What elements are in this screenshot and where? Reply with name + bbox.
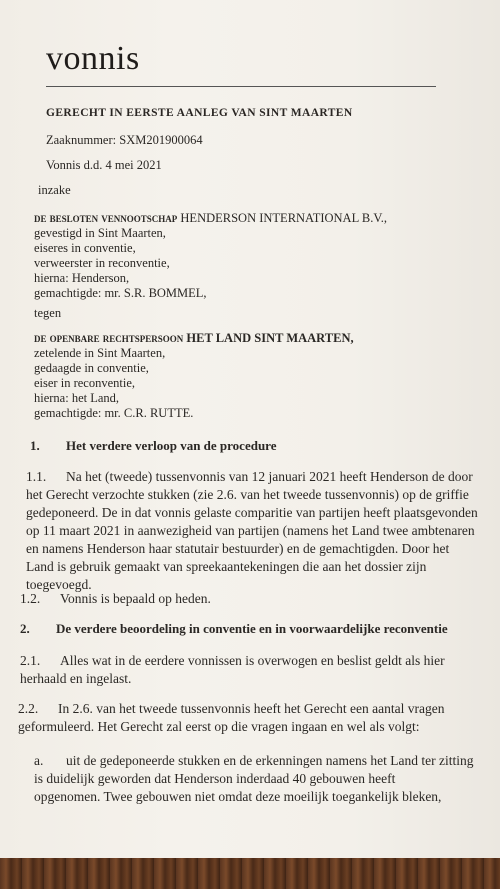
plaintiff-line: hierna: Henderson, [34, 271, 130, 285]
paragraph-text: In 2.6. van het tweede tussenvonnis heeft het Gerecht een aantal vragen geformuleerd. Het Gerecht zal eerst op die vragen ingaan en wel als volgt: [18, 701, 445, 734]
defendant-name: HET LAND SINT MAARTEN, [186, 331, 354, 345]
plaintiff-line: gevestigd in Sint Maarten, [34, 226, 166, 240]
section-title: De verdere beoordeling in conventie en in voorwaardelijke reconventie [56, 621, 448, 636]
list-item-a [34, 752, 496, 806]
section-number: 2. [20, 621, 30, 636]
paragraph-text: Alles wat in de eerdere vonnissen is overwogen en beslist geldt als hier herhaald en ingelast. [20, 653, 445, 686]
paragraph-number: 2.2. [18, 701, 39, 716]
defendant-line: eiser in reconventie, [34, 376, 135, 390]
section-number: 1. [30, 438, 40, 453]
tegen-label: tegen [34, 306, 62, 320]
list-label: a. [34, 753, 44, 768]
defendant-block [34, 331, 354, 421]
case-number: Zaaknummer: SXM201900064 [46, 133, 203, 147]
paragraph-number: 1.2. [20, 591, 41, 606]
plaintiff-block [34, 211, 387, 301]
paragraph-1-1 [26, 468, 496, 594]
wooden-table-surface [0, 858, 500, 889]
paragraph-number: 2.1. [20, 653, 41, 668]
defendant-line: gedaagde in conventie, [34, 361, 149, 375]
list-item-text: uit de gedeponeerde stukken en de erkenningen namens het Land ter zitting is duidelijk geworden dat Henderson inderdaad 40 gebouwen heeft opgenomen. Twee gebouwen niet omdat deze moeilijk toegankelijk bleken, [34, 753, 474, 804]
plaintiff-line: eiseres in conventie, [34, 241, 136, 255]
defendant-line: zetelende in Sint Maarten, [34, 346, 166, 360]
paragraph-number: 1.1. [26, 469, 47, 484]
plaintiff-line: gemachtigde: mr. S.R. BOMMEL, [34, 286, 207, 300]
section-2-heading [20, 621, 448, 637]
section-title: Het verdere verloop van de procedure [66, 438, 277, 453]
section-1-heading [30, 438, 277, 454]
page-title: vonnis [46, 40, 140, 77]
paragraph-2-1 [20, 652, 490, 688]
plaintiff-name-line [34, 211, 387, 226]
paragraph-1-2 [20, 590, 211, 608]
defendant-name-line [34, 331, 354, 346]
judgment-date: Vonnis d.d. 4 mei 2021 [46, 158, 162, 172]
court-name: GERECHT IN EERSTE AANLEG VAN SINT MAARTEN [46, 107, 353, 119]
title-rule [46, 86, 436, 87]
defendant-line: hierna: het Land, [34, 391, 120, 405]
defendant-prefix: de openbare rechtspersoon [34, 331, 184, 345]
inzake-label: inzake [38, 183, 71, 197]
paragraph-text: Na het (tweede) tussenvonnis van 12 januari 2021 heeft Henderson de door het Gerecht verzochte stukken (zie 2.6. van het tweede tussenvonnis) op de griffie gedeponeerd. De in dat vonnis gelaste comparitie van partijen heeft plaatsgevonden op 11 maart 2021 in aanwezigheid van partijen (namens het Land twee ambtenaren en namens Henderson haar statutair bestuurder) en de gemachtigden. Door het Land is gebruik gemaakt van spreekaantekeningen die aan het dossier zijn toegevoegd. [26, 469, 478, 592]
paragraph-text: Vonnis is bepaald op heden. [60, 591, 211, 606]
plaintiff-prefix: de besloten vennootschap [34, 211, 178, 225]
paragraph-2-2 [18, 700, 496, 736]
defendant-line: gemachtigde: mr. C.R. RUTTE. [34, 406, 194, 420]
plaintiff-name: HENDERSON INTERNATIONAL B.V., [180, 211, 387, 225]
plaintiff-line: verweerster in reconventie, [34, 256, 170, 270]
